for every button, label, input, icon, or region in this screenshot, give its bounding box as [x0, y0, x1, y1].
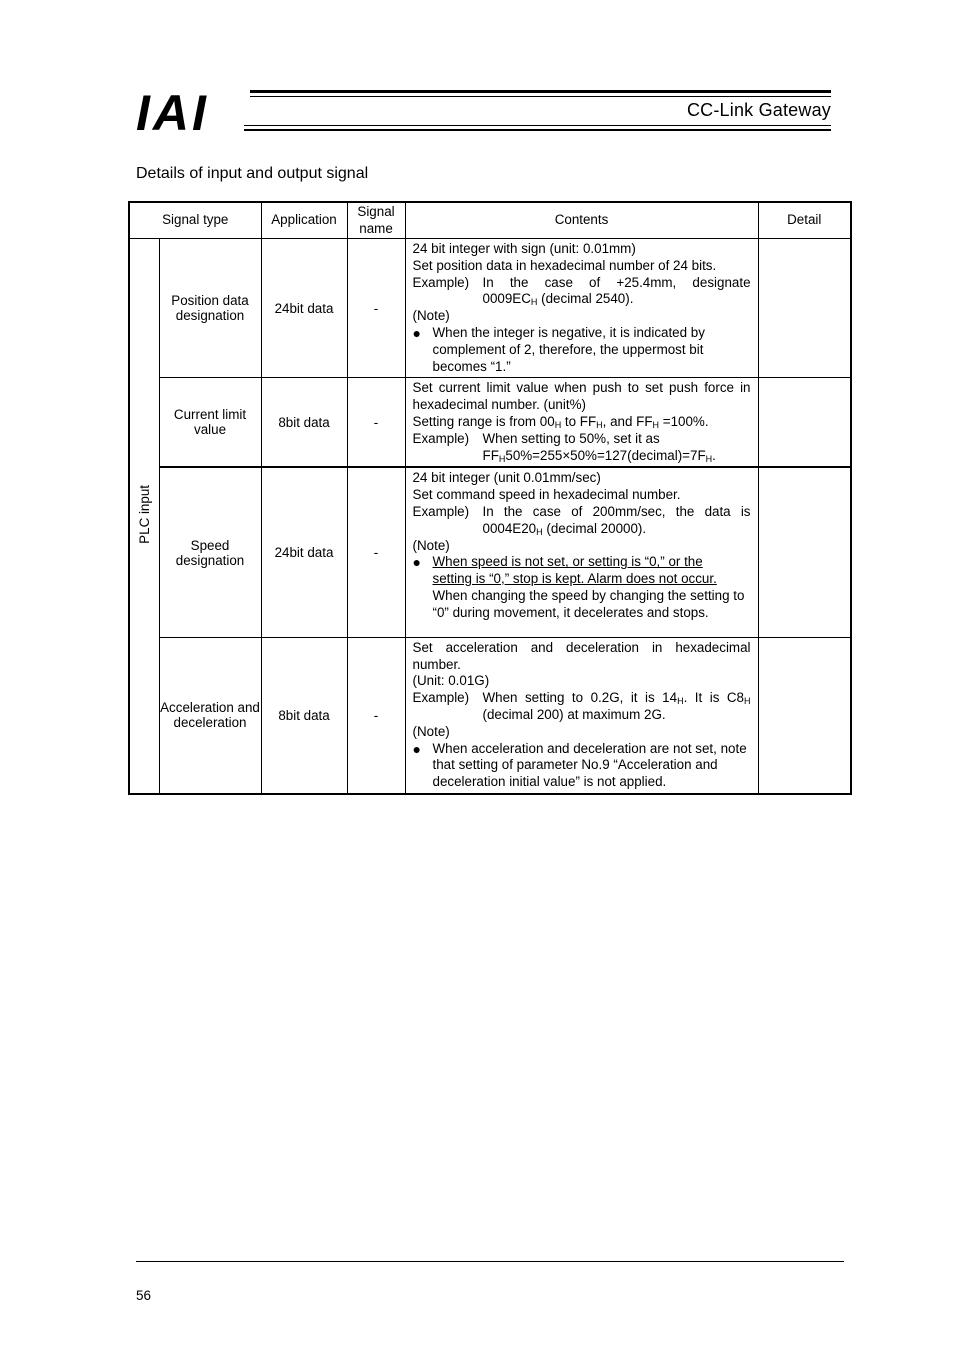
detail-cell	[758, 467, 851, 637]
example-text: In the case of +25.4mm, designate	[482, 274, 751, 290]
contents-line: Set acceleration and deceleration in hexadecimal number.	[412, 639, 751, 672]
example-text: In the case of 200mm/sec, the data is	[482, 503, 751, 519]
note-label: (Note)	[412, 723, 450, 739]
note-bullet	[413, 325, 751, 375]
footer-rule	[136, 1261, 844, 1262]
signal-name-cell: -	[347, 239, 405, 378]
signal-type-cell: Acceleration and deceleration	[159, 637, 261, 794]
signal-type-cell: Position data designation	[159, 239, 261, 378]
contents-line: 24 bit integer with sign (unit: 0.01mm)	[412, 241, 636, 256]
example-block	[413, 275, 751, 292]
note-bullet	[413, 554, 751, 621]
bullet-text: When speed is not set, or setting is “0,” or the setting is “0,” stop is kept. Alarm does not occur. When changing the speed by changing the setting to “0” during movement, it decelerates and stops.	[432, 554, 745, 620]
header-rule	[250, 90, 831, 93]
bullet-icon: ●	[412, 554, 421, 571]
contents-cell	[405, 239, 758, 378]
signal-type-cell: Speed designation	[159, 467, 261, 637]
header-rule	[244, 125, 831, 126]
signal-table	[128, 201, 852, 795]
header-application: Application	[261, 202, 347, 239]
application-cell: 24bit data	[261, 467, 347, 637]
detail-cell	[758, 378, 851, 467]
application-cell: 24bit data	[261, 239, 347, 378]
section-title: Details of input and output signal	[136, 165, 369, 182]
table-row	[129, 467, 851, 637]
contents-line: Set position data in hexadecimal number of 24 bits.	[412, 257, 717, 273]
example-continuation: $FF_H50\%=255\times 50\%=127(decimal)=7F_H$.	[482, 447, 716, 464]
example-text: When setting to 50%, set it as	[482, 430, 660, 446]
signal-type-cell: Current limit value	[159, 378, 261, 467]
example-block	[413, 690, 751, 707]
bullet-text: When acceleration and deceleration are not set, note that setting of parameter No.9 “Acceleration and deceleration initial value” is not applied.	[432, 740, 747, 790]
example-label: Example)	[412, 503, 470, 519]
product-name: CC-Link Gateway	[686, 100, 831, 120]
detail-cell	[758, 239, 851, 378]
application-cell: 8bit data	[261, 637, 347, 794]
signal-name-cell: -	[347, 637, 405, 794]
contents-line: Setting range is from $00_H$ to $FF_H$, and $FF_H =100\%$.	[412, 413, 709, 430]
application-cell: 8bit data	[261, 378, 347, 467]
table-row	[129, 239, 851, 378]
contents-line: 24 bit integer (unit 0.01mm/sec)	[412, 470, 601, 486]
signal-name-cell: -	[347, 378, 405, 467]
signal-name-cell: -	[347, 467, 405, 637]
header-rule	[244, 129, 831, 131]
example-block	[413, 431, 751, 448]
contents-line: Set current limit value when push to set push force in hexadecimal number. (unit%)	[412, 380, 751, 413]
header-rule	[250, 96, 831, 97]
example-block	[413, 504, 751, 521]
bullet-text: When the integer is negative, it is indicated by complement of 2, therefore, the uppermost bit becomes “1.”	[432, 324, 705, 374]
bullet-icon: ●	[412, 740, 421, 757]
group-label-cell	[129, 239, 159, 795]
group-label: PLC input	[136, 485, 152, 544]
header-detail: Detail	[758, 202, 851, 239]
example-continuation: $0009EC_H$ (decimal 2540).	[482, 291, 634, 308]
example-label: Example)	[412, 690, 470, 706]
note-label: (Note)	[412, 308, 450, 324]
header-contents: Contents	[405, 202, 758, 239]
header-signal-name: Signal name	[347, 202, 405, 239]
example-text: When setting to 0.2G, it is $14_H$. It is $C8_H$	[482, 690, 751, 707]
table-header-row	[129, 202, 851, 239]
note-bullet	[413, 741, 751, 791]
contents-cell	[405, 637, 758, 794]
iai-logo: IAI	[136, 85, 209, 141]
contents-cell	[405, 378, 758, 467]
page-number: 56	[136, 1288, 152, 1303]
table-row	[129, 378, 851, 467]
bullet-icon: ●	[412, 324, 421, 341]
note-label: (Note)	[412, 537, 450, 553]
table-row	[129, 637, 851, 794]
example-label: Example)	[412, 430, 470, 446]
example-continuation: $0004E20_H$ (decimal 20000).	[482, 520, 647, 537]
example-label: Example)	[412, 274, 470, 290]
header-signal-type: Signal type	[129, 202, 261, 239]
contents-line: Set command speed in hexadecimal number.	[412, 487, 681, 503]
detail-cell	[758, 637, 851, 794]
contents-cell	[405, 467, 758, 637]
example-continuation: (decimal 200) at maximum 2G.	[482, 707, 666, 723]
contents-line: (Unit: 0.01G)	[412, 673, 490, 689]
